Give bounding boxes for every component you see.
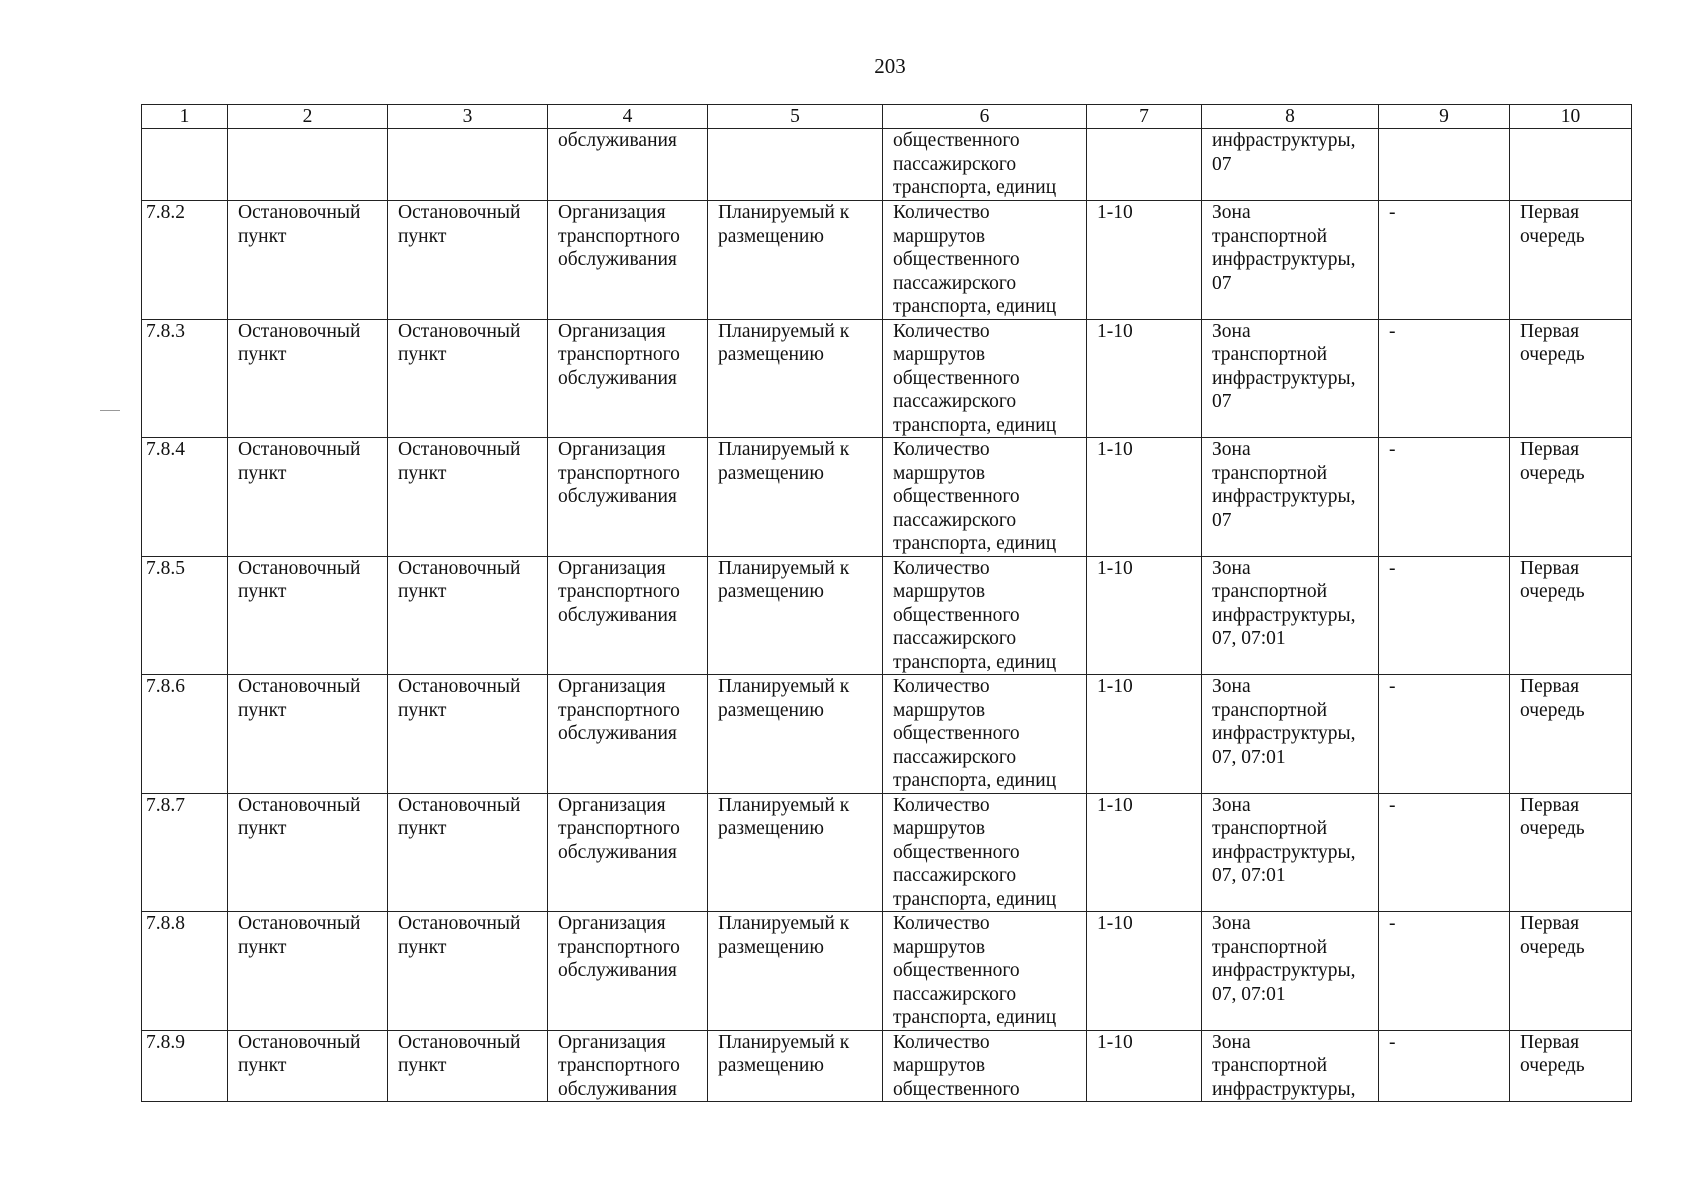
cell-status: Планируемый к размещению [708, 912, 883, 1031]
cell-object-name: Остановочный пункт [228, 1030, 388, 1102]
cell-status: Планируемый к размещению [708, 438, 883, 557]
cell-object-name: Остановочный пункт [228, 201, 388, 320]
cell-note: - [1379, 675, 1510, 794]
cell-characteristic: Количество маршрутов общественного пассажирского транспорта, единиц [883, 319, 1087, 438]
cell-note [1379, 129, 1510, 201]
cell-object-name: Остановочный пункт [228, 556, 388, 675]
table-row [142, 793, 1632, 912]
column-header: 3 [388, 105, 548, 129]
cell-object-type: Остановочный пункт [388, 793, 548, 912]
cell-stage: Первая очередь [1510, 912, 1632, 1031]
cell-purpose: Организация транспортного обслуживания [548, 438, 708, 557]
cell-note: - [1379, 438, 1510, 557]
column-header: 6 [883, 105, 1087, 129]
cell-number: 7.8.8 [142, 912, 228, 1031]
cell-number: 7.8.2 [142, 201, 228, 320]
cell-status [708, 129, 883, 201]
cell-stage: Первая очередь [1510, 1030, 1632, 1102]
cell-value: 1-10 [1087, 556, 1202, 675]
cell-status: Планируемый к размещению [708, 319, 883, 438]
cell-stage: Первая очередь [1510, 438, 1632, 557]
cell-purpose: Организация транспортного обслуживания [548, 556, 708, 675]
table-body [142, 129, 1632, 1102]
cell-purpose: Организация транспортного обслуживания [548, 912, 708, 1031]
table-row [142, 438, 1632, 557]
cell-status: Планируемый к размещению [708, 675, 883, 794]
cell-value: 1-10 [1087, 675, 1202, 794]
cell-purpose: Организация транспортного обслуживания [548, 1030, 708, 1102]
cell-stage: Первая очередь [1510, 793, 1632, 912]
cell-value: 1-10 [1087, 438, 1202, 557]
cell-object-type: Остановочный пункт [388, 438, 548, 557]
cell-stage [1510, 129, 1632, 201]
cell-number: 7.8.5 [142, 556, 228, 675]
cell-object-name [228, 129, 388, 201]
cell-note: - [1379, 319, 1510, 438]
cell-purpose: Организация транспортного обслуживания [548, 201, 708, 320]
scan-mark [100, 410, 120, 411]
column-header: 2 [228, 105, 388, 129]
column-header: 8 [1202, 105, 1379, 129]
cell-object-type: Остановочный пункт [388, 556, 548, 675]
cell-stage: Первая очередь [1510, 675, 1632, 794]
cell-purpose: обслуживания [548, 129, 708, 201]
page-number: 203 [874, 54, 906, 78]
table-row [142, 912, 1632, 1031]
cell-zone: Зона транспортной инфраструктуры, 07 [1202, 319, 1379, 438]
table-row [142, 1030, 1632, 1102]
cell-zone: Зона транспортной инфраструктуры, 07 [1202, 438, 1379, 557]
cell-characteristic: Количество маршрутов общественного пассажирского транспорта, единиц [883, 912, 1087, 1031]
cell-characteristic: Количество маршрутов общественного пассажирского транспорта, единиц [883, 201, 1087, 320]
cell-value: 1-10 [1087, 201, 1202, 320]
column-header: 9 [1379, 105, 1510, 129]
cell-object-type: Остановочный пункт [388, 1030, 548, 1102]
column-header: 5 [708, 105, 883, 129]
cell-zone: инфраструктуры, 07 [1202, 129, 1379, 201]
table-row [142, 556, 1632, 675]
cell-object-name: Остановочный пункт [228, 675, 388, 794]
cell-purpose: Организация транспортного обслуживания [548, 319, 708, 438]
cell-object-type: Остановочный пункт [388, 201, 548, 320]
cell-number: 7.8.4 [142, 438, 228, 557]
cell-object-name: Остановочный пункт [228, 912, 388, 1031]
cell-object-type [388, 129, 548, 201]
cell-note: - [1379, 912, 1510, 1031]
table-header-row [142, 105, 1632, 129]
cell-zone: Зона транспортной инфраструктуры, 07, 07:01 [1202, 912, 1379, 1031]
cell-zone: Зона транспортной инфраструктуры, 07, 07:01 [1202, 793, 1379, 912]
cell-number: 7.8.3 [142, 319, 228, 438]
column-header: 7 [1087, 105, 1202, 129]
cell-characteristic: общественного пассажирского транспорта, единиц [883, 129, 1087, 201]
cell-note: - [1379, 201, 1510, 320]
cell-characteristic: Количество маршрутов общественного пассажирского транспорта, единиц [883, 438, 1087, 557]
cell-object-type: Остановочный пункт [388, 675, 548, 794]
cell-object-name: Остановочный пункт [228, 438, 388, 557]
cell-stage: Первая очередь [1510, 201, 1632, 320]
cell-characteristic: Количество маршрутов общественного пассажирского транспорта, единиц [883, 793, 1087, 912]
cell-number [142, 129, 228, 201]
cell-zone: Зона транспортной инфраструктуры, 07, 07:01 [1202, 556, 1379, 675]
cell-note: - [1379, 793, 1510, 912]
column-header: 4 [548, 105, 708, 129]
cell-number: 7.8.7 [142, 793, 228, 912]
cell-number: 7.8.9 [142, 1030, 228, 1102]
cell-purpose: Организация транспортного обслуживания [548, 793, 708, 912]
cell-status: Планируемый к размещению [708, 793, 883, 912]
cell-zone: Зона транспортной инфраструктуры, 07, 07:01 [1202, 675, 1379, 794]
cell-status: Планируемый к размещению [708, 556, 883, 675]
cell-stage: Первая очередь [1510, 319, 1632, 438]
cell-purpose: Организация транспортного обслуживания [548, 675, 708, 794]
cell-characteristic: Количество маршрутов общественного пассажирского транспорта, единиц [883, 675, 1087, 794]
cell-value: 1-10 [1087, 793, 1202, 912]
column-header: 10 [1510, 105, 1632, 129]
cell-status: Планируемый к размещению [708, 1030, 883, 1102]
cell-note: - [1379, 1030, 1510, 1102]
cell-zone: Зона транспортной инфраструктуры, 07 [1202, 201, 1379, 320]
cell-stage: Первая очередь [1510, 556, 1632, 675]
cell-number: 7.8.6 [142, 675, 228, 794]
table-row [142, 129, 1632, 201]
table-row [142, 675, 1632, 794]
cell-value: 1-10 [1087, 1030, 1202, 1102]
table-row [142, 319, 1632, 438]
document-table [141, 104, 1632, 1102]
cell-value: 1-10 [1087, 319, 1202, 438]
table-row [142, 201, 1632, 320]
cell-object-name: Остановочный пункт [228, 319, 388, 438]
cell-characteristic: Количество маршрутов общественного [883, 1030, 1087, 1102]
cell-characteristic: Количество маршрутов общественного пассажирского транспорта, единиц [883, 556, 1087, 675]
cell-zone: Зона транспортной инфраструктуры, [1202, 1030, 1379, 1102]
cell-object-type: Остановочный пункт [388, 319, 548, 438]
cell-object-name: Остановочный пункт [228, 793, 388, 912]
cell-status: Планируемый к размещению [708, 201, 883, 320]
cell-object-type: Остановочный пункт [388, 912, 548, 1031]
cell-note: - [1379, 556, 1510, 675]
column-header: 1 [142, 105, 228, 129]
cell-value [1087, 129, 1202, 201]
cell-value: 1-10 [1087, 912, 1202, 1031]
